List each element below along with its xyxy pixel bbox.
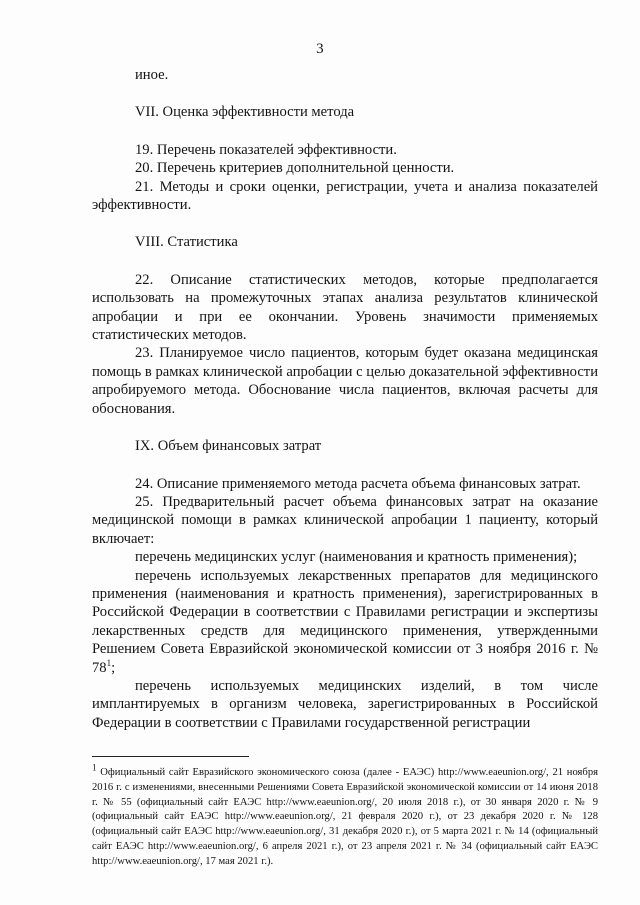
paragraph-21: 21. Методы и сроки оценки, регистрации, учета и анализа показателей эффективности. [92,178,598,214]
paragraph-continuation: иное. [135,67,169,83]
paragraph-19: 19. Перечень показателей эффективности. [135,141,397,158]
footnote-mark: 1 [92,762,97,773]
footnote-reference: 1 [106,657,112,668]
paragraph-20: 20. Перечень критериев дополнительной ценности. [135,160,455,177]
paragraph-22: 22. Описание статистических методов, которые предполагается использовать на промежуточных этапах анализа результатов клинической апробации и при ее окончании. Уровень значимости применяемых статистических методов. [92,271,598,344]
paragraph-24: 24. Описание применяемого метода расчета объема финансовых затрат. [135,475,581,492]
footnote-separator [92,756,249,757]
section-heading-vii: VII. Оценка эффективности метода [135,104,355,121]
list-item-drugs-tail: ; [111,659,116,676]
section-heading-viii: VIII. Статистика [135,234,238,251]
footnote [92,762,598,870]
list-item-devices: перечень используемых медицинских изделий, в том числе имплантируемых в организм человека, зарегистрированных в Российской Федерации в соответствии с Правилами государственной регистрации [92,677,598,731]
page-number: 3 [316,41,324,57]
paragraph-25: 25. Предварительный расчет объема финансовых затрат на оказание медицинской помощи в рамках клинической апробации 1 пациенту, который включает: [92,493,598,547]
footnote-text: Официальный сайт Евразийского экономического союза (далее - ЕАЭС) http://www.eaeunion.org/, 21 ноября 2016 г. с изменениями, внесенными Решениями Совета Евразийской экономической комиссии от 14 июня 2018 г. № 55 (официальный сайт ЕАЭС http://www.eaeunion.org/, 20 июля 2018 г.), от 30 января 2020 г. № 9 (официальный сайт ЕАЭС http://www.eaeunion.org/, 21 февраля 2020 г.), от 23 декабря 2020 г. № 128 (официальный сайт ЕАЭС http://www.eaeunion.org/, 31 декабря 2020 г.), от 5 марта 2021 г. № 14 (официальный сайт ЕАЭС http://www.eaeunion.org/, 6 апреля 2021 г.), от 23 апреля 2021 г. № 34 (официальный сайт ЕАЭС http://www.eaeunion.org/, 17 мая 2021 г.). [92,767,598,867]
document-body [92,66,598,732]
list-item-services: перечень медицинских услуг (наименования и кратность применения); [135,549,578,566]
section-heading-ix: IX. Объем финансовых затрат [135,438,322,455]
list-item-drugs-text: перечень используемых лекарственных препаратов для медицинского применения (наименования и кратность применения), зарегистрированных в Российской Федерации в соответствии с Правилами регистрации и экспертизы лекарственных средств для медицинского применения, утвержденными Решением Совета Евразийской экономической комиссии от 3 ноября 2016 г. № 78 [92,567,598,676]
paragraph-23: 23. Планируемое число пациентов, которым будет оказана медицинская помощь в рамках клинической апробации с целью доказательной эффективности апробируемого метода. Обоснование числа пациентов, включая расчеты для обоснования. [92,345,598,417]
list-item-drugs [92,567,598,677]
